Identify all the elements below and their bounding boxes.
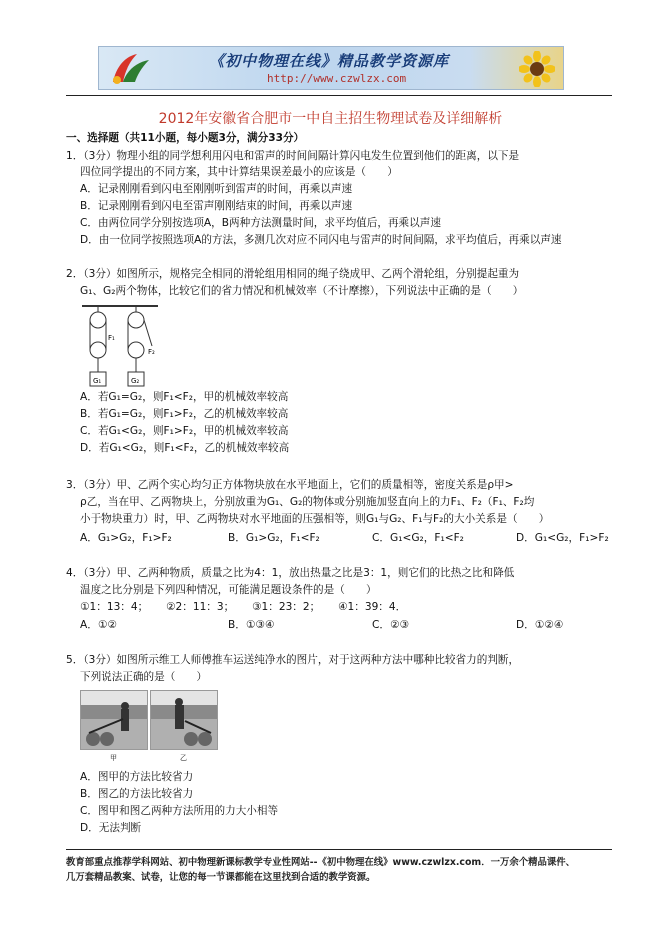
header-banner — [98, 46, 564, 90]
q4-choice-2: ②2：11：3； — [166, 601, 235, 613]
document-title: 2012年安徽省合肥市一中自主招生物理试卷及详细解析 — [158, 111, 503, 127]
footer-line1: 教育部重点推荐学科网站、初中物理新课标教学专业性网站--《初中物理在线》www.czwlzx.com．一万余个精品课件、 — [66, 857, 575, 868]
q3-option-d: D．G₁<G₂，F₁>F₂ — [516, 532, 609, 544]
q5-stem-line1: 5．（3分）如图所示维工人师傅推车运送纯净水的图片，对于这两种方法中哪种比较省力的判断， — [66, 654, 520, 666]
fig-label-g2: G₂ — [131, 377, 140, 385]
q4-option-d: D．①②④ — [516, 619, 564, 631]
q2-stem-line2: G₁、G₂两个物体，比较它们的省力情况和机械效率（不计摩擦），下列说法中正确的是（ ） — [80, 285, 524, 297]
q1-option-a: A．记录刚刚看到闪电至刚刚听到雷声的时间，再乘以声速 — [80, 183, 353, 195]
q1-stem-line1: 1．（3分）物理小组的同学想利用闪电和雷声的时间间隔计算闪电发生位置到他们的距离，以下是 — [66, 150, 520, 162]
fig-label-g1: G₁ — [93, 377, 102, 385]
pulley-figure — [80, 302, 160, 392]
q3-stem-line2: ρ乙，当在甲、乙两物块上，分别放重为G₁、G₂的物体或分别施加竖直向上的力F₁、F₂（F₁、F₂均 — [80, 496, 535, 508]
footer-line2: 几万套精品教案、试卷，让您的每一节课都能在这里找到合适的教学资源。 — [66, 872, 376, 883]
q1-option-c: C．由两位同学分别按选项A，B两种方法测量时间，求平均值后，再乘以声速 — [80, 217, 441, 229]
q4-option-a: A．①② — [80, 619, 117, 631]
photo-method-yi — [150, 690, 218, 750]
banner-url[interactable]: http://www.czwlzx.com — [267, 72, 407, 85]
photo-caption-yi: 乙 — [180, 754, 187, 762]
photo-caption-jia: 甲 — [110, 754, 117, 762]
q1-stem-line2: 四位同学提出的不同方案，其中计算结果误差最小的应该是（ ） — [80, 166, 398, 178]
q4-stem-line1: 4．（3分）甲、乙两种物质，质量之比为4：1，放出热量之比是3：1，则它们的比热之比和降低 — [66, 567, 515, 579]
q3-stem-line1: 3．（3分）甲、乙两个实心均匀正方体物块放在水平地面上，它们的质量相等，密度关系是ρ甲> — [66, 479, 514, 491]
q4-option-b: B．①③④ — [228, 619, 275, 631]
site-logo-icon — [107, 52, 151, 86]
q2-option-d: D．若G₁<G₂，则F₁<F₂，乙的机械效率较高 — [80, 442, 290, 454]
fig-label-f1: F₁ — [108, 334, 115, 342]
sunflower-icon — [519, 51, 555, 87]
q2-option-a: A．若G₁=G₂，则F₁<F₂，甲的机械效率较高 — [80, 391, 289, 403]
q3-option-c: C．G₁<G₂，F₁<F₂ — [372, 532, 464, 544]
q3-option-a: A．G₁>G₂，F₁>F₂ — [80, 532, 172, 544]
q5-option-a: A．图甲的方法比较省力 — [80, 771, 194, 783]
q1-option-b: B．记录刚刚看到闪电至雷声刚刚结束的时间，再乘以声速 — [80, 200, 353, 212]
q4-choice-1: ①1：13：4； — [80, 601, 149, 613]
q4-choice-3: ③1：23：2； — [252, 601, 321, 613]
fig-label-f2: F₂ — [148, 348, 155, 356]
section-heading: 一、选择题（共11小题，每小题3分，满分33分） — [66, 132, 305, 144]
q5-option-c: C．图甲和图乙两种方法所用的力大小相等 — [80, 805, 279, 817]
q5-option-d: D．无法判断 — [80, 822, 142, 834]
q3-stem-line3: 小于物块重力）时，甲、乙两物块对水平地面的压强相等，则G₁与G₂、F₁与F₂的大小关系是（ ） — [80, 513, 550, 525]
page-footer — [66, 855, 626, 885]
q2-option-c: C．若G₁<G₂，则F₁>F₂，甲的机械效率较高 — [80, 425, 289, 437]
q4-stem-line2: 温度之比分别是下列四种情况，可能满足题设条件的是（ ） — [80, 584, 377, 596]
footer-divider — [66, 849, 612, 850]
q3-option-b: B．G₁>G₂，F₁<F₂ — [228, 532, 320, 544]
q5-option-b: B．图乙的方法比较省力 — [80, 788, 194, 800]
q4-option-c: C．②③ — [372, 619, 409, 631]
photo-method-jia — [80, 690, 148, 750]
q5-stem-line2: 下列说法正确的是（ ） — [80, 671, 208, 683]
header-divider — [66, 95, 612, 96]
banner-title: 《初中物理在线》精品教学资源库 — [209, 52, 450, 70]
q2-option-b: B．若G₁=G₂，则F₁>F₂，乙的机械效率较高 — [80, 408, 289, 420]
q2-stem-line1: 2．（3分）如图所示，规格完全相同的滑轮组用相同的绳子绕成甲、乙两个滑轮组，分别提起重为 — [66, 268, 520, 280]
q1-option-d: D．由一位同学按照选项A的方法，多测几次对应不同闪电与雷声的时间间隔，求平均值后，再乘以声速 — [80, 234, 562, 246]
q4-choice-4: ④1：39：4． — [338, 601, 407, 613]
